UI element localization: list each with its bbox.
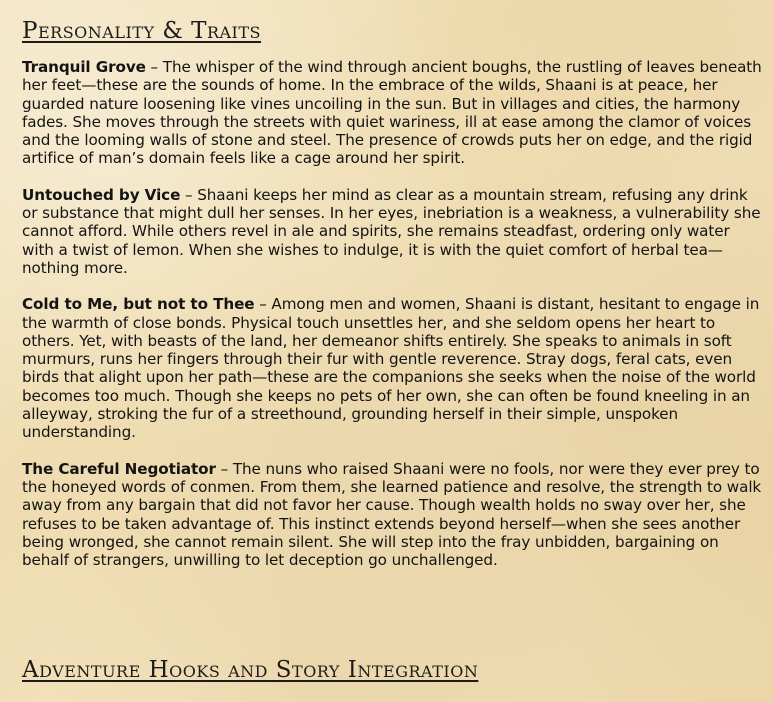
trait-description: – Among men and women, Shaani is distant, hesitant to engage in the warmth of close bonds. Physical touch unsettles her, and she seldom opens her heart to others. Yet, with beasts of the land, her demeanor shifts entirely. She speaks to animals in soft murmurs, runs her fingers through their fur with gentle reverence. Stray dogs, feral cats, even birds that alight upon her path—these are the companions she seeks when the noise of the world becomes too much. Though she keeps no pets of her own, she can often be found kneeling in an alleyway, stroking the fur of a streethound, grounding herself in their simple, unspoken understanding. [22,295,760,442]
trait-name: The Careful Negotiator [22,459,216,478]
traits-list [22,58,762,569]
trait-description: – Shaani keeps her mind as clear as a mountain stream, refusing any drink or substance that might dull her senses. In her eyes, inebriation is a weakness, a vulnerability she cannot afford. While others revel in ale and spirits, she remains steadfast, ordering only water with a twist of lemon. When she wishes to indulge, it is with the quiet comfort of herbal tea—nothing more. [22,185,761,277]
trait-paragraph [22,295,762,441]
trait-name: Tranquil Grove [22,58,146,76]
section-heading-adventure-hooks: Adventure Hooks and Story Integration [22,657,479,683]
trait-paragraph [22,460,762,570]
document-body [22,16,762,587]
trait-description: – The whisper of the wind through ancient boughs, the rustling of leaves beneath her feet—these are the sounds of home. In the embrace of the wilds, Shaani is at peace, her guarded nature loosening like vines uncoiling in the sun. But in villages and cities, the harmony fades. She moves through the streets with quiet wariness, ill at ease among the clamor of voices and the looming walls of stone and steel. The presence of crowds puts her on edge, and the rigid artifice of man’s domain feels like a cage around her spirit. [22,58,762,168]
trait-paragraph [22,58,762,168]
trait-paragraph [22,186,762,277]
trait-description: – The nuns who raised Shaani were no fools, nor were they ever prey to the honeyed words of conmen. From them, she learned patience and resolve, the strength to walk away from any bargain that did not favor her cause. Though wealth holds no sway over her, she refuses to be taken advantage of. This instinct extends beyond herself—when she sees another being wronged, she cannot remain silent. She will step into the fray unbidden, bargaining on behalf of strangers, unwilling to let deception go unchallenged. [22,459,762,570]
trait-name: Cold to Me, but not to Thee [22,295,255,314]
trait-name: Untouched by Vice [22,185,181,204]
section-heading-personality: Personality & Traits [22,18,262,44]
